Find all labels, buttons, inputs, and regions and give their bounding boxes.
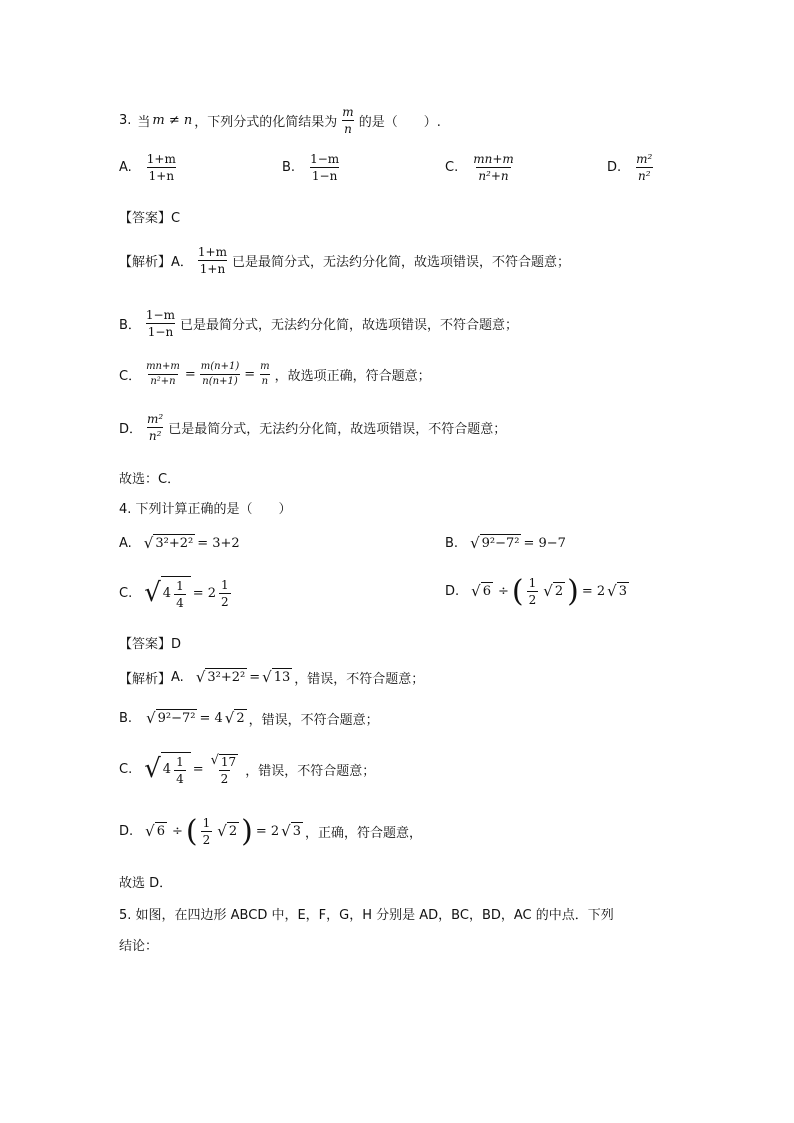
q3-analysis-tag: 【解析】 [119, 255, 172, 270]
q3-stem-a: 当 [137, 115, 151, 130]
q5-stem-line-2: 结论： [119, 939, 159, 954]
q3-target-fraction: $\frac{m}{n}$ [342, 105, 354, 136]
q4-analysis-c-result-fraction: √ 17 2 [210, 753, 237, 786]
q3-analysis-d-fraction: $\frac{\text{m²}}{\text{n²}}$ [147, 412, 164, 443]
q4-analysis-d-sqrt-3: √ 3 [281, 822, 301, 840]
q4-analysis-c: C. √ 4 $\frac{1}{4}$ = √ 17 2 ，错误，不符合题意； [119, 753, 376, 786]
q4-analysis-c-inner-fraction: $\frac{1}{4}$ [176, 754, 184, 786]
q4-analysis-a-sqrt: √ 3²+2² [195, 668, 246, 686]
q3-option-c-fraction: $\frac{mn+m}{\text{n²+n}}$ [473, 152, 514, 183]
q3-condition: m ≠ n [152, 113, 193, 128]
q4-analysis-d: D. √ 6 ÷ ( $\frac{1}{2}$ √ 2 ) = 2 √ 3 ，正确，符合题意， [119, 813, 422, 849]
q4-analysis-c-sqrt: √ 4 $\frac{1}{4}$ [144, 752, 191, 787]
q4-option-d-sqrt-6: √ 6 [471, 582, 491, 600]
q3-analysis-b-fraction: $\frac{1-m}{1-n}$ [145, 308, 175, 339]
q4-option-d-fraction: $\frac{1}{2}$ [528, 576, 537, 607]
q3-conclusion: 故选：C． [119, 472, 181, 487]
q4-option-b: B. √ 9²−7² = 9−7 [445, 534, 566, 552]
q4-analysis-d-sqrt-2: √ 2 [217, 822, 238, 840]
q3-stem-b: ，下列分式的化简结果为 [194, 115, 338, 130]
q4-option-d-sqrt-2: √ 2 [543, 582, 564, 600]
q4-option-c-sqrt: √ 4 $\frac{1}{4}$ [144, 576, 191, 611]
q3-number: 3. [119, 113, 132, 128]
q4-option-a: A. √ 3²+2² = 3+2 [119, 534, 240, 552]
q4-analysis-b-result-sqrt: √ 2 [224, 709, 245, 727]
q4-analysis-b-sqrt: √ 9²−7² [146, 709, 196, 727]
q4-analysis-b: B. √ 9²−7² = 4 √ 2 ，错误，不符合题意； [119, 709, 379, 728]
q3-option-b: B. $\frac{1-m}{1-n}$ [282, 152, 340, 183]
q3-answer: 【答案】C [119, 211, 181, 226]
q4-conclusion: 故选 D． [119, 876, 173, 891]
q4-option-c: C. √ 4 $\frac{1}{4}$ = 2 $\frac{1}{2}$ [119, 578, 229, 610]
q4-option-c-result-fraction: $\frac{1}{2}$ [221, 578, 229, 609]
q4-analysis-d-fraction: $\frac{1}{2}$ [202, 816, 211, 847]
q3-analysis-b: B． $\frac{1-m}{1-n}$ 已是最简分式，无法约分化简，故选项错误，不符合题意； [119, 308, 519, 339]
q3-option-a-fraction: $\frac{1+m}{1+n}$ [146, 152, 176, 183]
q3-stem [119, 105, 441, 136]
q3-analysis-c-fraction-3: $\frac{m}{n}$ [260, 361, 270, 387]
q3-stem-c: 的是（ ）. [358, 115, 441, 130]
q4-analysis-a: 【解析】 A. √ 3²+2² = √ 13 ，错误，不符合题意； [119, 668, 425, 687]
q4-option-d-sqrt-3: √ 3 [607, 582, 627, 600]
q4-analysis-c-result-sqrt: √ 17 [210, 753, 237, 769]
q5-stem-line-1: 5. 如图，在四边形 ABCD 中，E，F，G，H 分别是 AD，BC，BD，AC 的中点．下列 [119, 908, 614, 923]
q4-option-b-sqrt: √ 9²−7² [470, 534, 520, 552]
q3-analysis-a-fraction: $\frac{1+m}{1+n}$ [197, 245, 227, 276]
q4-analysis-d-sqrt-6: √ 6 [145, 822, 165, 840]
q4-answer: 【答案】D [119, 637, 182, 652]
q3-analysis-c: C． $\frac{mn+m}{\text{n²+n}}$ = $\frac{m(n+1)}{n(n+1)}$ = $\frac{m}{n}$ ，故选项正确，符合题意； [119, 361, 431, 387]
q3-option-c: C. $\frac{mn+m}{\text{n²+n}}$ [445, 152, 514, 183]
q3-analysis-d: D． $\frac{\text{m²}}{\text{n²}}$ 已是最简分式，无法约分化简，故选项错误，不符合题意； [119, 412, 507, 443]
q4-option-a-sqrt: √ 3²+2² [143, 534, 194, 552]
q3-option-d-fraction: $\frac{\text{m²}}{\text{n²}}$ [636, 152, 653, 183]
q3-option-a: A. $\frac{1+m}{1+n}$ [119, 152, 176, 183]
q3-analysis-c-fraction-2: $\frac{m(n+1)}{n(n+1)}$ [200, 361, 240, 387]
q4-stem: 4. 下列计算正确的是（ ） [119, 502, 292, 517]
q3-analysis-a: 【解析】 A． $\frac{1+m}{1+n}$ 已是最简分式，无法约分化简，故选项错误，不符合题意； [119, 245, 571, 276]
q3-option-d: D. $\frac{\text{m²}}{\text{n²}}$ [607, 152, 653, 183]
q4-option-d: D. √ 6 ÷ ( $\frac{1}{2}$ √ 2 ) = 2 √ 3 [445, 573, 627, 609]
q3-option-b-fraction: $\frac{1-m}{1-n}$ [310, 152, 340, 183]
q4-option-c-inner-fraction: $\frac{1}{4}$ [176, 578, 184, 610]
q3-analysis-c-fraction-1: $\frac{mn+m}{\text{n²+n}}$ [146, 361, 180, 387]
q4-analysis-a-result-sqrt: √ 13 [262, 668, 291, 686]
